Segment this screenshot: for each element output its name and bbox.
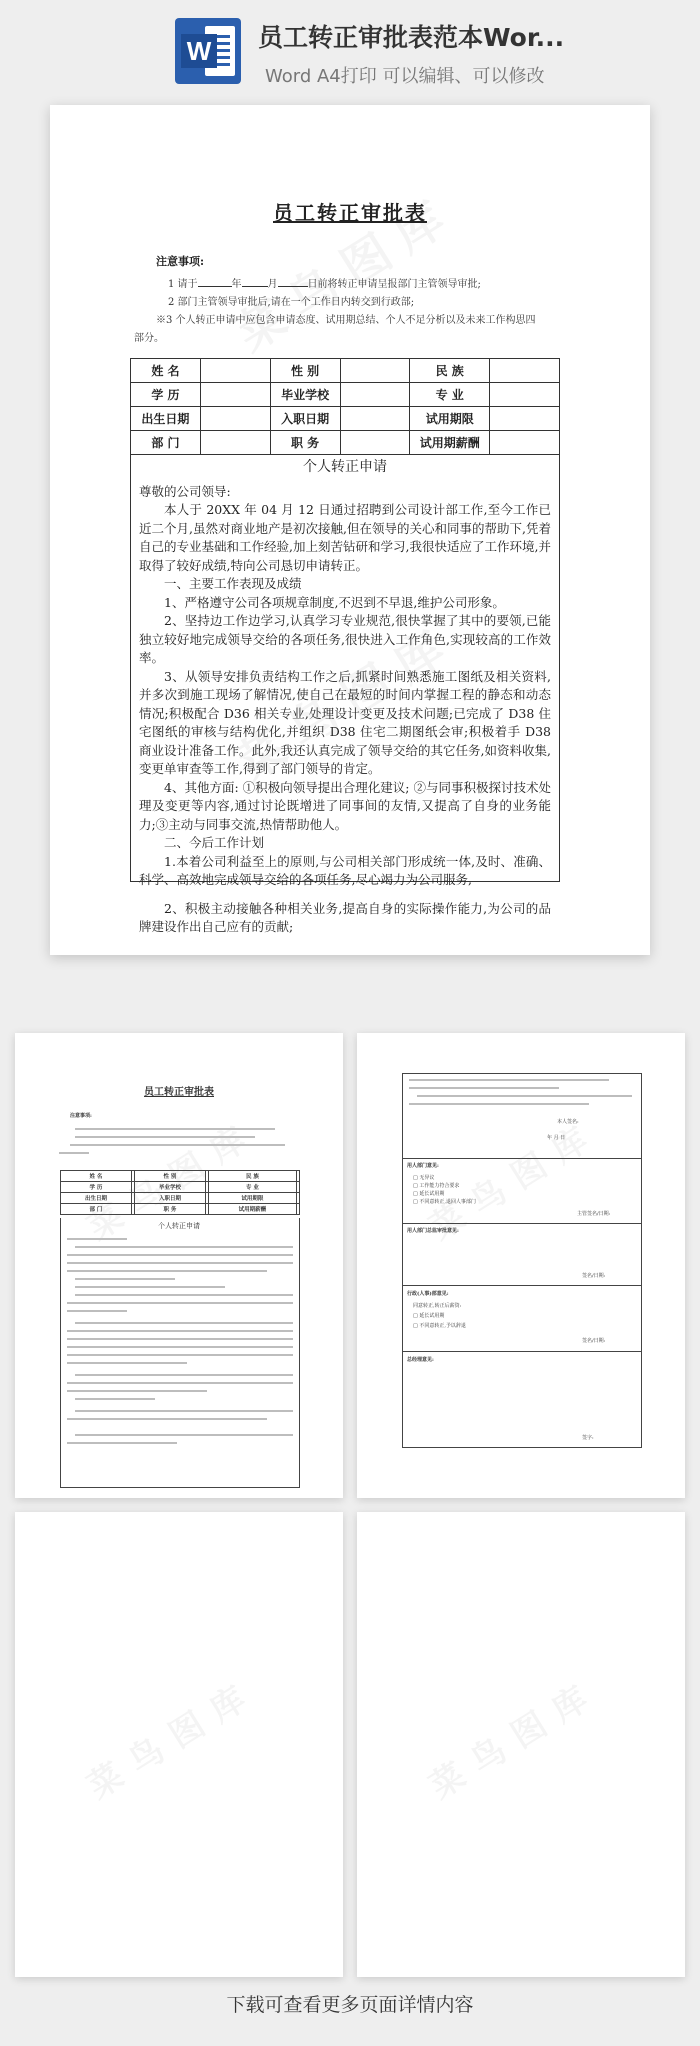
thumb-option: □ 不同意转正,退回人事部门 bbox=[413, 1199, 476, 1205]
label-cell: 试用期限 bbox=[410, 407, 490, 431]
section-heading: 一、主要工作表现及成绩 bbox=[164, 576, 302, 591]
thumb-section-label: 用人部门意见: bbox=[407, 1163, 439, 1169]
value-cell[interactable] bbox=[340, 407, 410, 431]
text-line bbox=[75, 1128, 275, 1130]
label-cell: 专 业 bbox=[410, 383, 490, 407]
watermark bbox=[77, 1665, 266, 1808]
thumb-section-label: 总经理意见: bbox=[407, 1357, 434, 1363]
text-line bbox=[409, 1087, 559, 1089]
thumb-sign: 签名/日期: bbox=[582, 1338, 606, 1344]
notice-line-2: 2 部门主管领导审批后,请在一个工作日内转交到行政部; bbox=[168, 297, 415, 308]
thumb-title: 员工转正审批表 bbox=[144, 1087, 214, 1098]
text-line bbox=[67, 1418, 267, 1420]
page-subtitle: Word A4打印 可以编辑、可以修改 bbox=[265, 66, 545, 87]
text-line bbox=[75, 1410, 293, 1412]
thumb-application-title: 个人转正申请 bbox=[158, 1222, 200, 1230]
notice-line-3: ※3 个人转正申请中应包含申请态度、试用期总结、个人不足分析以及未来工作构思四 bbox=[156, 315, 536, 326]
text-line bbox=[67, 1302, 293, 1304]
value-cell[interactable] bbox=[340, 383, 410, 407]
text-line bbox=[67, 1330, 293, 1332]
thumb-approval-box bbox=[402, 1073, 642, 1448]
thumb-section-label: 行政(人事)部意见: bbox=[407, 1291, 449, 1297]
thumbnail-page-3[interactable] bbox=[15, 1512, 343, 1977]
word-doc-icon bbox=[175, 18, 241, 84]
paragraph: 4、其他方面: ①积极向领导提出合理化建议; ②与同事积极探讨技术处理及变更等内容,通过讨论既增进了同事间的友情,又提高了自身的业务能力;③主动与同事交流,热情帮助他人。 bbox=[139, 779, 551, 832]
paragraph: 2、积极主动接触各种相关业务,提高自身的实际操作能力,为公司的品牌建设作出自己应有的贡献; bbox=[139, 900, 551, 934]
salutation: 尊敬的公司领导: bbox=[139, 483, 231, 499]
table-row bbox=[131, 431, 560, 455]
text-line bbox=[59, 1152, 89, 1154]
value-cell[interactable] bbox=[340, 359, 410, 383]
text-line bbox=[75, 1136, 255, 1138]
notice-heading: 注意事项: bbox=[156, 255, 205, 268]
section-heading: 二、今后工作计划 bbox=[164, 835, 265, 850]
thumb-notice-heading: 注意事项: bbox=[70, 1113, 92, 1119]
label-cell: 性 别 bbox=[270, 359, 340, 383]
value-cell[interactable] bbox=[340, 431, 410, 455]
document-title: 员工转正审批表 bbox=[273, 201, 427, 225]
text-line bbox=[409, 1079, 609, 1081]
text-line bbox=[75, 1246, 293, 1248]
page-title: 员工转正审批表范本Wor... bbox=[258, 23, 565, 52]
paragraph: 3、从领导安排负责结构工作之后,抓紧时间熟悉施工图纸及相关资料,并多次到施工现场了解情况,使自己在最短的时间内掌握工程的静态和动态情况;积极配合 D36 相关专业,处理设计变更及技术问题;已完成了 D38 住宅图纸的审核与结构优化,并组织 D38 住宅二期图纸会审;积极着手 D38 商业设计准备工作。此外,我还认真完成了领导交给的其它任务,如资料收集,变更单审查等工作,得到了部门领导的肯定。 bbox=[139, 668, 551, 776]
thumb-option: □ 延长试用期 bbox=[413, 1313, 445, 1319]
download-more-link[interactable]: 下载可查看更多页面详情内容 bbox=[226, 1994, 474, 2016]
table-row bbox=[131, 383, 560, 407]
thumb-applicant-sign: 本人签名: bbox=[557, 1119, 579, 1125]
text-line bbox=[67, 1362, 187, 1364]
label-cell: 职 务 bbox=[270, 431, 340, 455]
thumb-option: □ 延长试用期 bbox=[413, 1191, 445, 1197]
divider bbox=[402, 1285, 642, 1286]
thumb-date: 年 月 日 bbox=[547, 1135, 566, 1141]
text-line bbox=[75, 1434, 293, 1436]
text-line bbox=[417, 1095, 632, 1097]
thumb-option: □ 无异议 bbox=[413, 1175, 435, 1181]
paragraph: 1、严格遵守公司各项规章制度,不迟到不早退,维护公司形象。 bbox=[164, 594, 505, 610]
divider bbox=[402, 1223, 642, 1224]
thumb-info-table: 姓 名 性 别 民 族 学 历 毕业学校 专 业 出生日期 入职日期 试用期限 部 门 职 务 试用期薪酬 bbox=[60, 1170, 300, 1215]
label-cell: 出生日期 bbox=[131, 407, 201, 431]
divider bbox=[402, 1351, 642, 1352]
text-line bbox=[67, 1338, 293, 1340]
value-cell[interactable] bbox=[200, 407, 270, 431]
thumb-option: □ 工作能力符合要求 bbox=[413, 1183, 460, 1189]
text-line bbox=[67, 1442, 177, 1444]
text-line bbox=[67, 1390, 207, 1392]
text-line bbox=[67, 1262, 293, 1264]
application-title: 个人转正申请 bbox=[303, 459, 387, 475]
paragraph: 1.本着公司利益至上的原则,与公司相关部门形成统一体,及时、准确、科学、高效地完成领导交给的各项任务,尽心竭力为公司服务, bbox=[139, 853, 551, 887]
label-cell: 部 门 bbox=[131, 431, 201, 455]
value-cell[interactable] bbox=[200, 431, 270, 455]
table-row bbox=[131, 407, 560, 431]
paragraph: 本人于 20XX 年 04 月 12 日通过招聘到公司设计部工作,至今工作已近二个月,虽然对商业地产是初次接触,但在领导的关心和同事的帮助下,凭着自己的专业基础和工作经验,加上刻苦钻研和学习,我很快适应了工作环境,并取得了较好成绩,特向公司恳切申请转正。 bbox=[139, 502, 551, 573]
personal-application-section bbox=[130, 454, 560, 934]
word-letter: W bbox=[181, 34, 217, 68]
thumb-sign: 主管签名/日期: bbox=[577, 1211, 611, 1217]
value-cell[interactable] bbox=[490, 359, 560, 383]
watermark bbox=[419, 1665, 608, 1808]
label-cell: 入职日期 bbox=[270, 407, 340, 431]
text-line bbox=[67, 1354, 293, 1356]
value-cell[interactable] bbox=[490, 431, 560, 455]
thumb-sign: 签名/日期: bbox=[582, 1273, 606, 1279]
thumbnail-page-1[interactable] bbox=[15, 1033, 343, 1498]
text-line bbox=[67, 1254, 293, 1256]
text-line bbox=[75, 1322, 293, 1324]
thumbnail-page-4[interactable] bbox=[357, 1512, 685, 1977]
label-cell: 试用期薪酬 bbox=[410, 431, 490, 455]
value-cell[interactable] bbox=[200, 359, 270, 383]
text-line bbox=[67, 1238, 127, 1240]
thumb-sign: 签字: bbox=[582, 1435, 594, 1441]
text-line bbox=[67, 1310, 127, 1312]
thumb-section-label: 用人部门总监审批意见: bbox=[407, 1228, 459, 1234]
notice-line-1: 1 请于 年 月 日前将转正申请呈报部门主管领导审批; bbox=[168, 279, 481, 290]
text-line bbox=[75, 1374, 293, 1376]
text-line bbox=[75, 1398, 155, 1400]
thumbnail-page-2[interactable] bbox=[357, 1033, 685, 1498]
notice-line-3-cont: 部分。 bbox=[134, 333, 164, 344]
paragraph: 2、坚持边工作边学习,认真学习专业规范,很快掌握了其中的要领,已能独立较好地完成领导交给的各项任务,很快进入工作角色,实现较高的工作效率。 bbox=[139, 613, 551, 665]
value-cell[interactable] bbox=[200, 383, 270, 407]
label-cell: 民 族 bbox=[410, 359, 490, 383]
document-preview-page-1 bbox=[50, 105, 650, 955]
label-cell: 学 历 bbox=[131, 383, 201, 407]
label-cell: 毕业学校 bbox=[270, 383, 340, 407]
value-cell[interactable] bbox=[490, 407, 560, 431]
thumb-option: □ 不同意转正,予以辞退 bbox=[413, 1323, 466, 1329]
table-row bbox=[131, 359, 560, 383]
text-line bbox=[75, 1294, 293, 1296]
label-cell: 姓 名 bbox=[131, 359, 201, 383]
text-line bbox=[67, 1382, 293, 1384]
thumb-application-box bbox=[60, 1218, 300, 1488]
text-line bbox=[70, 1144, 285, 1146]
value-cell[interactable] bbox=[490, 383, 560, 407]
text-line bbox=[67, 1270, 267, 1272]
text-line bbox=[67, 1346, 293, 1348]
text-line bbox=[409, 1103, 589, 1105]
divider bbox=[402, 1158, 642, 1159]
employee-info-table bbox=[130, 358, 560, 455]
thumb-text: 同意转正,转正后薪资: bbox=[413, 1303, 462, 1309]
text-line bbox=[75, 1278, 175, 1280]
text-line bbox=[75, 1286, 225, 1288]
header bbox=[0, 0, 700, 100]
